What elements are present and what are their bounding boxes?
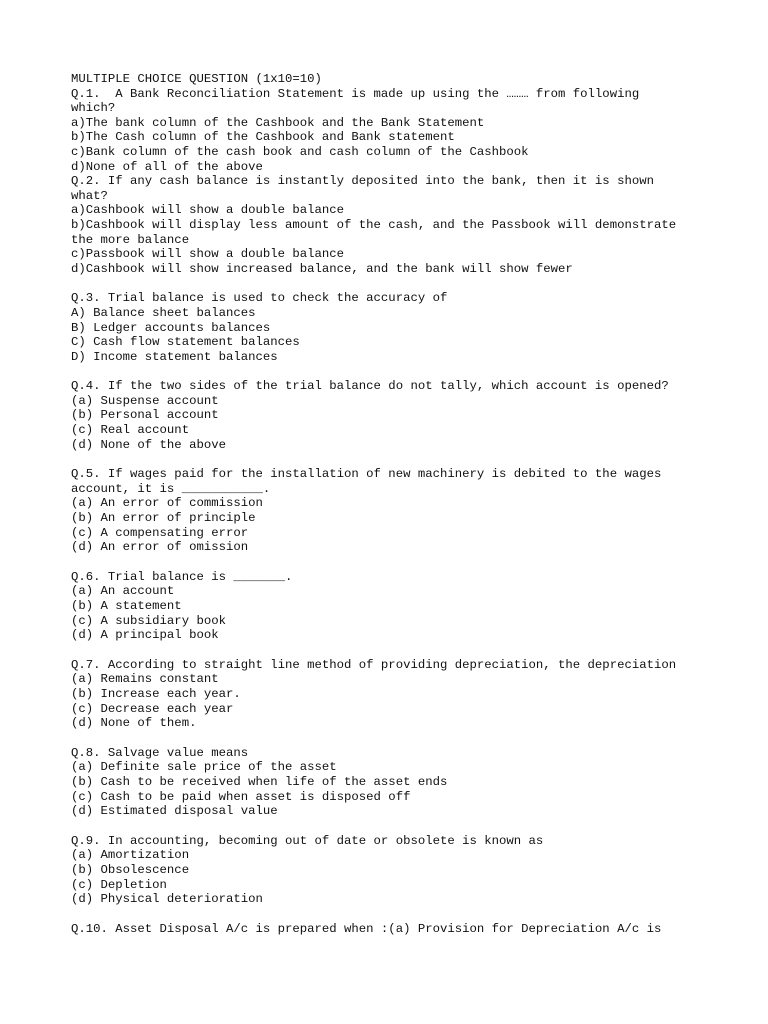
answer-option: b)The Cash column of the Cashbook and Bank statement	[71, 130, 455, 145]
question-stem: Q.8. Salvage value means	[71, 745, 249, 760]
paragraph-gap	[71, 731, 701, 746]
answer-option: (b) An error of principle	[71, 511, 256, 526]
answer-option: d)Cashbook will show increased balance, and the bank will show fewer	[71, 261, 573, 276]
question-stem: Q.5. If wages paid for the installation of new machinery is debited to the wages	[71, 467, 662, 482]
question-stem: which?	[71, 101, 116, 116]
question-block	[71, 467, 701, 555]
answer-option: c)Bank column of the cash book and cash column of the Cashbook	[71, 144, 529, 159]
answer-option: c)Passbook will show a double balance	[71, 247, 345, 262]
question-block	[71, 379, 701, 452]
question-stem: Q.2. If any cash balance is instantly deposited into the bank, then it is shown	[71, 174, 654, 189]
answer-option: (d) An error of omission	[71, 540, 249, 555]
answer-option: (a) Amortization	[71, 848, 190, 863]
answer-option: (b) Obsolescence	[71, 862, 190, 877]
question-stem: Q.10. Asset Disposal A/c is prepared when :(a) Provision for Depreciation A/c is	[71, 921, 662, 936]
paragraph-gap	[71, 276, 701, 291]
answer-option: (d) Physical deterioration	[71, 892, 263, 907]
answer-option: (b) Personal account	[71, 408, 219, 423]
answer-option: (c) Depletion	[71, 877, 167, 892]
answer-option: (d) A principal book	[71, 628, 219, 643]
paragraph-gap	[71, 643, 701, 658]
answer-option: d)None of all of the above	[71, 159, 263, 174]
paragraph-gap	[71, 819, 701, 834]
answer-option: (a) An error of commission	[71, 496, 263, 511]
question-stem: Q.1. A Bank Reconciliation Statement is made up using the ……… from following	[71, 86, 640, 101]
answer-option: D) Income statement balances	[71, 349, 278, 364]
question-stem: Q.7. According to straight line method of providing depreciation, the depreciation	[71, 657, 677, 672]
paragraph-gap	[71, 364, 701, 379]
answer-option: (a) Remains constant	[71, 672, 219, 687]
answer-option: (d) Estimated disposal value	[71, 804, 278, 819]
answer-option: (b) A statement	[71, 599, 182, 613]
answer-option: (c) A subsidiary book	[71, 613, 226, 628]
answer-option: b)Cashbook will display less amount of the cash, and the Passbook will demonstrate	[71, 217, 677, 232]
answer-option: (d) None of them.	[71, 716, 197, 731]
question-stem: Q.4. If the two sides of the trial balance do not tally, which account is opened?	[71, 379, 669, 394]
answer-option: (a) An account	[71, 584, 175, 599]
answer-option: (c) A compensating error	[71, 525, 249, 540]
answer-option: a)Cashbook will show a double balance	[71, 203, 345, 218]
question-block	[71, 570, 701, 643]
question-block	[71, 746, 701, 819]
question-stem: Q.6. Trial balance is _______.	[71, 569, 293, 584]
question-stem: Q.9. In accounting, becoming out of date or obsolete is known as	[71, 833, 544, 848]
answer-option: (a) Definite sale price of the asset	[71, 760, 337, 775]
question-block	[71, 834, 701, 907]
paragraph-gap	[71, 452, 701, 467]
answer-option: C) Cash flow statement balances	[71, 335, 300, 350]
question-block	[71, 87, 701, 175]
paragraph-gap	[71, 555, 701, 570]
answer-option: a)The bank column of the Cashbook and the Bank Statement	[71, 115, 485, 130]
answer-option: (a) Suspense account	[71, 393, 219, 408]
question-block	[71, 658, 701, 731]
answer-option: (b) Increase each year.	[71, 686, 241, 701]
question-stem: what?	[71, 188, 108, 203]
question-stem: account, it is ___________.	[71, 481, 271, 496]
answer-option: (d) None of the above	[71, 437, 226, 452]
answer-option: B) Ledger accounts balances	[71, 320, 271, 335]
page-heading: MULTIPLE CHOICE QUESTION (1x10=10)	[71, 72, 322, 86]
answer-option: A) Balance sheet balances	[71, 305, 256, 320]
paragraph-gap	[71, 907, 701, 922]
question-block	[71, 174, 701, 276]
question-block	[71, 291, 701, 364]
question-block	[71, 922, 701, 937]
document-page	[71, 72, 701, 936]
question-stem: Q.3. Trial balance is used to check the accuracy of	[71, 291, 448, 306]
answer-option: (b) Cash to be received when life of the asset ends	[71, 774, 448, 789]
answer-option: (c) Cash to be paid when asset is disposed off	[71, 789, 411, 804]
answer-option: (c) Real account	[71, 423, 190, 438]
answer-option: (c) Decrease each year	[71, 701, 234, 716]
answer-option: the more balance	[71, 232, 190, 247]
